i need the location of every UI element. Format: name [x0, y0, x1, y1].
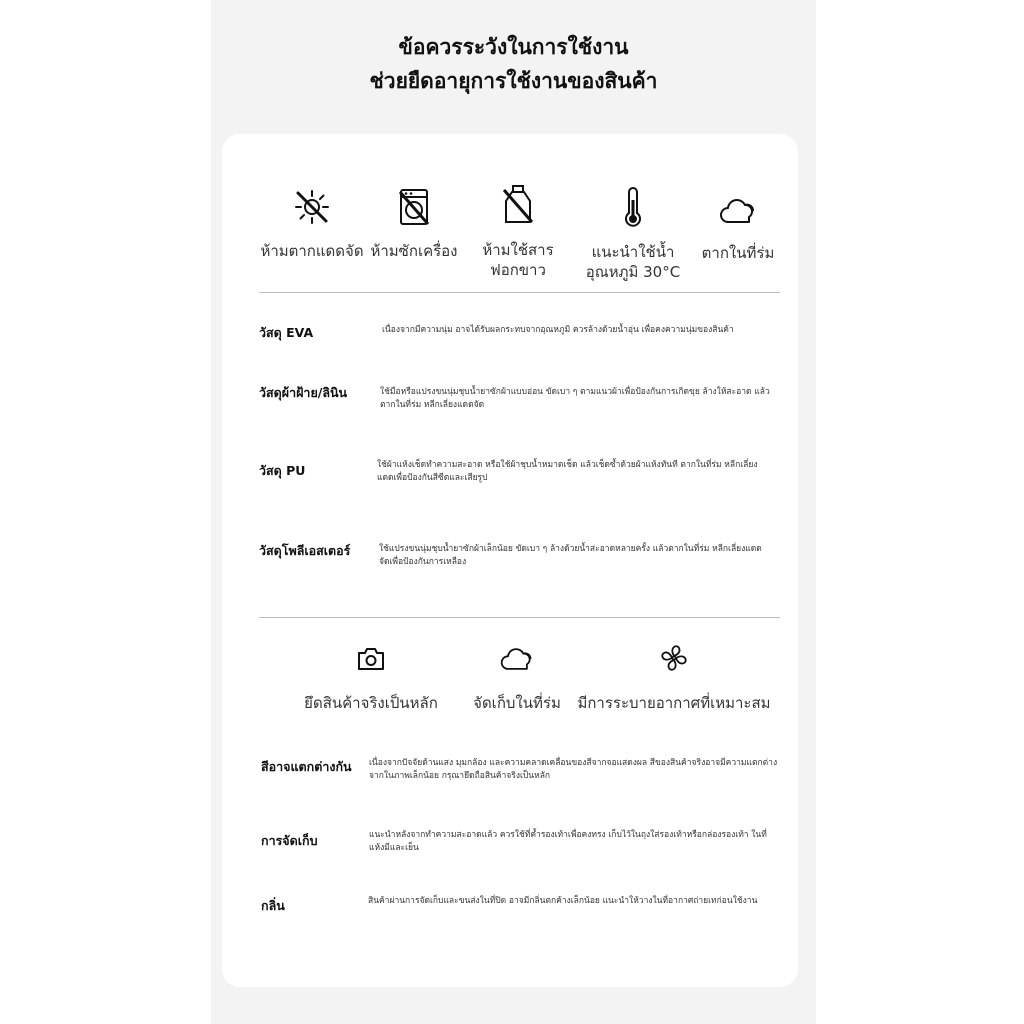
care-item-no-sun — [258, 187, 366, 261]
material-label-cotton-linen: วัสดุผ้าฝ้าย/ลินิน — [259, 385, 348, 400]
care-label-water-temperature — [578, 242, 688, 282]
note-label-storage: การจัดเก็บ — [261, 833, 318, 848]
material-text-cotton-linen: ใช้มือหรือแปรงขนนุ่มชุบน้ำยาซักผ้าแบบอ่อน ขัดเบา ๆ ตามแนวผ้าเพื่อป้องกันการเกิดขุย ล้างให้สะอาด แล้วตากในที่ร่ม หลีกเลี่ยงแดดจัด — [380, 387, 770, 410]
cloud-icon — [718, 194, 758, 228]
care-label-water-temperature-line-1: แนะนำใช้น้ำ — [591, 243, 675, 261]
title-line-2: ช่วยยืดอายุการใช้งานของสินค้า — [369, 69, 658, 93]
note-item-actual-product — [286, 645, 456, 713]
material-label-pu: วัสดุ PU — [259, 463, 306, 478]
thermometer-icon — [613, 186, 653, 228]
note-label-color-variation: สีอาจแตกต่างกัน — [261, 759, 352, 774]
note-label-actual-product: ยึดสินค้าจริงเป็นหลัก — [304, 694, 438, 712]
material-text-polyester: ใช้แปรงขนนุ่มชุบน้ำยาซักผ้าเล็กน้อย ขัดเบา ๆ ล้างด้วยน้ำสะอาดหลายครั้ง แล้วตากในที่ร่ม หลีกเลี่ยงแดดจัดเพื่อป้องกันการเหลือง — [379, 544, 762, 567]
care-item-no-bleach — [468, 184, 568, 280]
note-item-ventilation — [576, 643, 772, 713]
material-label-eva: วัสดุ EVA — [259, 325, 314, 340]
note-text-color-variation: เนื่องจากปัจจัยด้านแสง มุมกล้อง และความคลาดเคลื่อนของสีจากจอแสดงผล สีของสินค้าจริงอาจมีความแตกต่างจากในภาพเล็กน้อย กรุณายึดถือสินค้าจริงเป็นหลัก — [369, 758, 778, 781]
divider-top — [259, 292, 780, 293]
no-machine-wash-icon — [394, 187, 434, 227]
camera-icon — [356, 645, 386, 673]
material-text-pu: ใช้ผ้าแห้งเช็ดทำความสะอาด หรือใช้ผ้าชุบน้ำหมาดเช็ด แล้วเช็ดซ้ำด้วยผ้าแห้งทันที ตากในที่ร่ม หลีกเลี่ยงแดดเพื่อป้องกันสีซีดและเสียรูป — [377, 460, 758, 483]
note-label-ventilation: มีการระบายอากาศที่เหมาะสม — [577, 694, 771, 712]
care-label-no-sun: ห้ามตากแดดจัด — [260, 242, 364, 260]
no-bleach-icon — [498, 184, 538, 226]
note-text-odor: สินค้าผ่านการจัดเก็บและขนส่งในที่ปิด อาจมีกลิ่นตกค้างเล็กน้อย แนะนำให้วางในที่อากาศถ่ายเทก่อนใช้งาน — [368, 896, 758, 906]
fan-icon — [659, 643, 689, 673]
note-text-storage: แนะนำหลังจากทำความสะอาดแล้ว ควรใช้ที่ค้ำรองเท้าเพื่อคงทรง เก็บไว้ในถุงใส่รองเท้าหรือกล่องรองเท้า ในที่แห้งมีและเย็น — [369, 830, 767, 853]
care-label-no-bleach-line-1: ห้ามใช้สาร — [482, 241, 554, 259]
no-sun-icon — [292, 187, 332, 227]
divider-middle — [259, 617, 780, 618]
care-label-no-machine-wash: ห้ามซักเครื่อง — [370, 242, 458, 260]
material-text-eva: เนื่องจากมีความนุ่ม อาจได้รับผลกระทบจากอุณหภูมิ ควรล้างด้วยน้ำอุ่น เพื่อคงความนุ่มของสินค้า — [382, 325, 734, 335]
care-item-no-machine-wash — [364, 187, 464, 261]
cloud-icon — [499, 645, 535, 673]
page-title — [211, 30, 816, 98]
note-label-store-shade: จัดเก็บในที่ร่ม — [473, 694, 561, 712]
care-label-no-bleach — [468, 240, 568, 280]
note-label-odor: กลิ่น — [261, 898, 285, 913]
title-line-1: ข้อควรระวังในการใช้งาน — [398, 35, 629, 59]
care-item-shade-dry — [690, 194, 786, 263]
care-label-water-temperature-line-2: อุณหภูมิ 30°C — [585, 263, 681, 281]
care-label-shade-dry: ตากในที่ร่ม — [701, 244, 775, 262]
care-item-water-temperature — [578, 186, 688, 282]
note-item-store-shade — [465, 645, 569, 713]
material-label-polyester: วัสดุโพลีเอสเตอร์ — [259, 543, 351, 558]
care-label-no-bleach-line-2: ฟอกขาว — [490, 261, 546, 279]
